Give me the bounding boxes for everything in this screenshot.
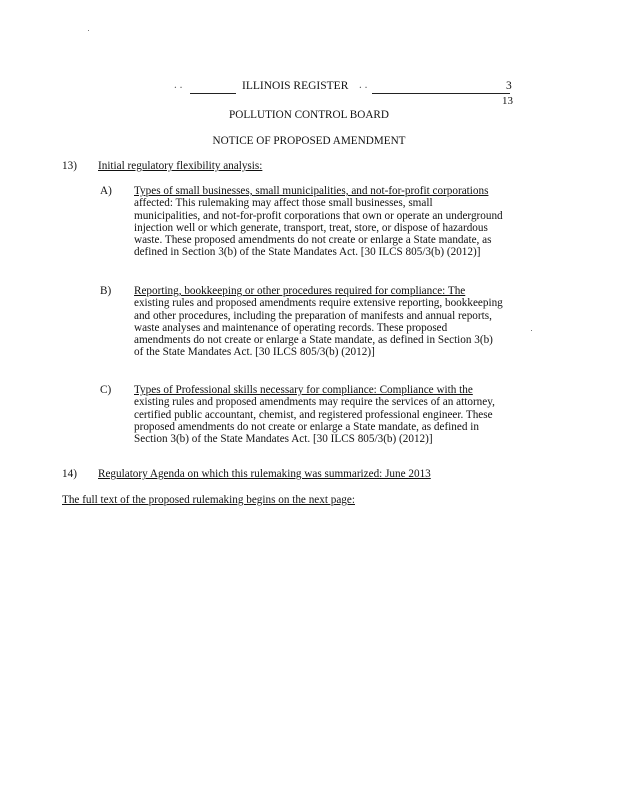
item-line: waste. These proposed amendments do not create or enlarge a State mandate, as: [134, 234, 492, 247]
regulatory-agenda-line: Regulatory Agenda on which this rulemaking was summarized: June 2013: [98, 468, 431, 480]
board-title: POLLUTION CONTROL BOARD: [229, 109, 389, 121]
item-line: of the State Mandates Act. [30 ILCS 805/3(b) (2012)]: [134, 346, 375, 359]
item-line: municipalities, and not-for-profit corporations that own or operate an underground: [134, 209, 503, 222]
page-number: 3: [506, 80, 512, 92]
item-line: affected: This rulemaking may affect those small businesses, small: [134, 197, 433, 210]
section-number: 14): [62, 468, 77, 480]
header-leader-dots: . .: [174, 79, 183, 91]
item-letter: C): [100, 384, 112, 396]
header-rule-left: [190, 93, 236, 94]
item-line: injection well or which generate, transport, treat, store, or dispose of hazardous: [134, 221, 488, 234]
section-number: 13): [62, 160, 77, 172]
scan-speck: [531, 330, 532, 331]
item-paragraph: [134, 285, 503, 359]
item-line: proposed amendments do not create or enlarge a State mandate, as defined in: [134, 420, 479, 433]
item-line: existing rules and proposed amendments may require the services of an attorney,: [134, 396, 495, 409]
scan-speck: [88, 30, 89, 31]
item-line: Types of small businesses, small municipalities, and not-for-profit corporations: [134, 185, 489, 197]
notice-title: NOTICE OF PROPOSED AMENDMENT: [212, 135, 406, 147]
item-line: waste analyses and maintenance of operating records. These proposed: [134, 321, 448, 334]
item-line: and other procedures, including the preparation of manifests and annual reports,: [134, 309, 492, 322]
item-line: defined in Section 3(b) of the State Mandates Act. [30 ILCS 805/3(b) (2012)]: [134, 246, 481, 259]
item-line: Types of Professional skills necessary for compliance: Compliance with the: [134, 384, 473, 396]
section-heading: Initial regulatory flexibility analysis:: [98, 160, 263, 172]
closing-line: The full text of the proposed rulemaking begins on the next page:: [62, 494, 355, 506]
header-rule-right: [372, 93, 510, 94]
register-title: ILLINOIS REGISTER: [242, 80, 349, 92]
item-line: amendments do not create or enlarge a State mandate, as defined in Section 3(b): [134, 334, 493, 347]
item-line: Section 3(b) of the State Mandates Act. [30 ILCS 805/3(b) (2012)]: [134, 433, 433, 446]
item-paragraph: [134, 384, 495, 445]
item-letter: A): [100, 185, 112, 197]
header-leader-dots: . .: [359, 79, 368, 91]
item-line: existing rules and proposed amendments require extensive reporting, bookkeeping: [134, 297, 503, 310]
item-line: Reporting, bookkeeping or other procedures required for compliance: The: [134, 285, 466, 297]
item-letter: B): [100, 285, 112, 297]
item-paragraph: [134, 185, 503, 259]
issue-number: 13: [502, 95, 513, 107]
item-line: certified public accountant, chemist, and registered professional engineer. These: [134, 408, 493, 421]
